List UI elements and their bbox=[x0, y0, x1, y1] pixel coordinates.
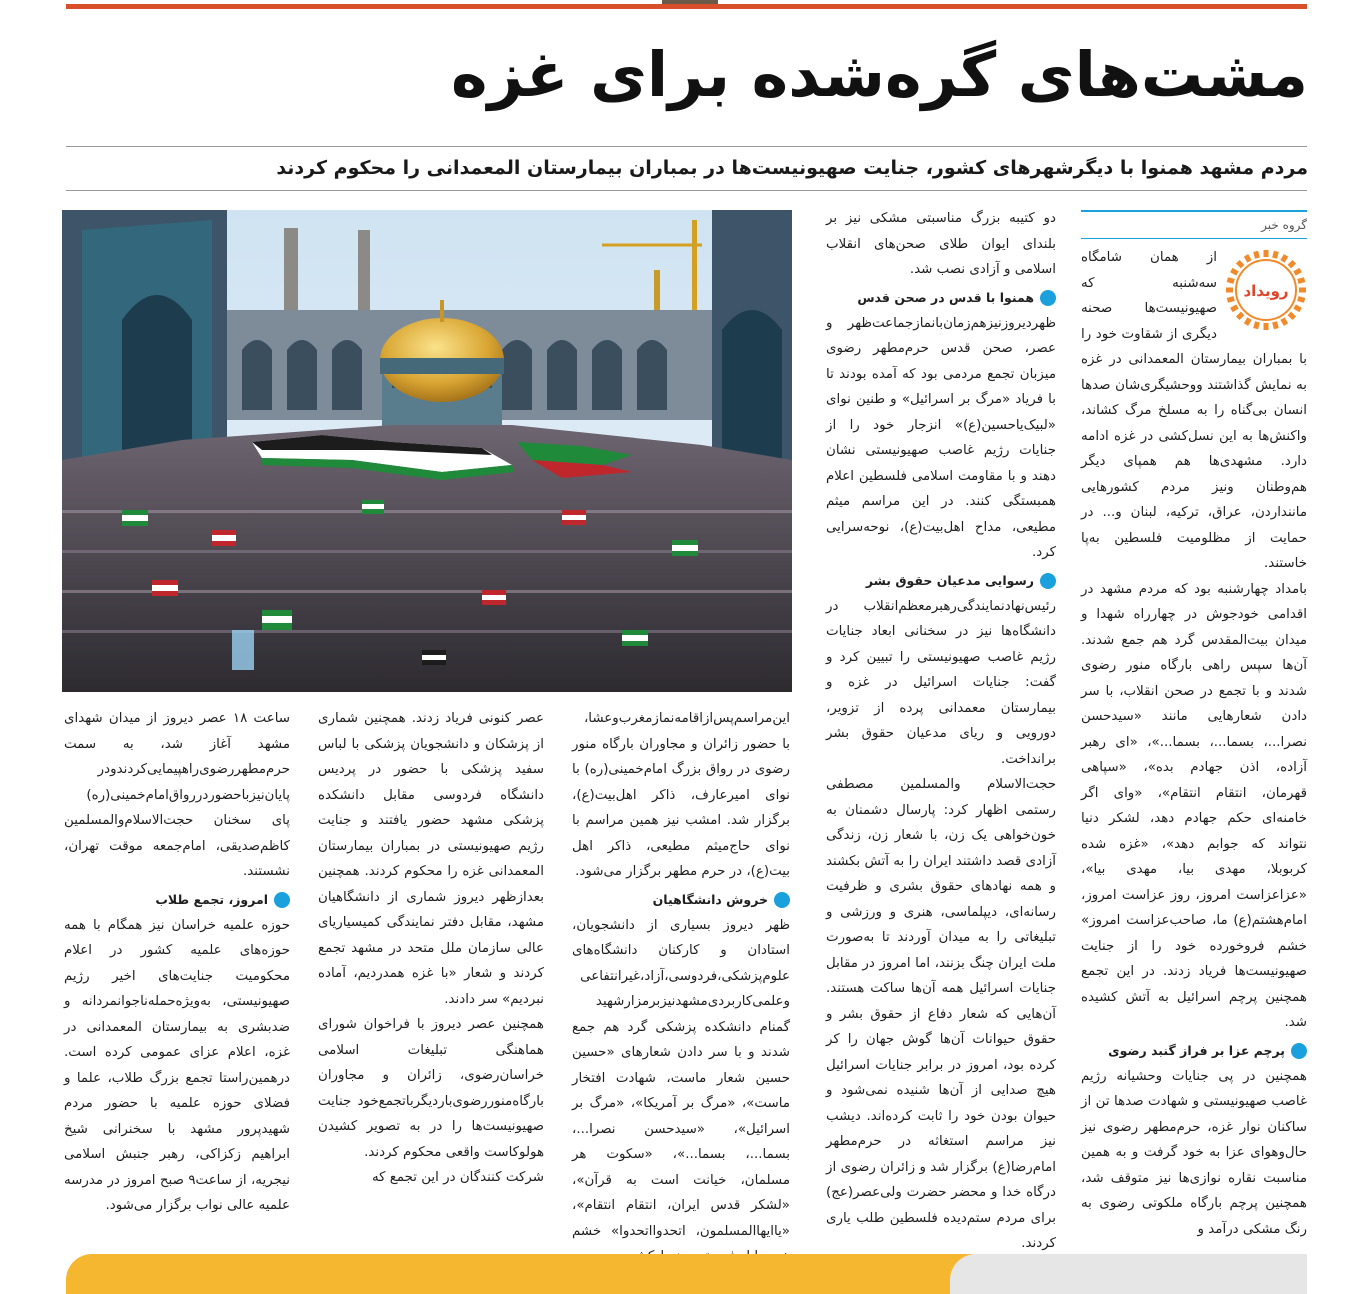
bullet-dot-icon bbox=[274, 892, 290, 908]
section-heading bbox=[64, 887, 290, 913]
badge-ray bbox=[1283, 319, 1287, 325]
badge-ray bbox=[1227, 280, 1234, 282]
byline: گروه خبر bbox=[1261, 218, 1307, 232]
paragraph: ساعت ۱۸ عصر دیروز از میدان شهدای مشهد آغاز شد، به سمت حرم‌مطهر‌رضوی‌راهپیمایی‌کردندودر پایان‌نیزباحضوردررواق‌امام‌خمینی(ره) پای سخنان حجت‌الاسلام‌والمسلمین کاظم‌صدیقی، امام‌جمعه موقت تهران، نشستند. bbox=[64, 711, 290, 879]
paragraph: حوزه علمیه خراسان نیز همگام با همه حوزه‌های علمیه کشور در اعلام محکومیت جنایت‌های اخیر رژیم صهیونیستی، به‌ویژه‌حمله‌ناجوانمردانه و ضدبشری به بیمارستان المعمدانی در غزه، اعلام عزای عمومی کرده است. درهمین‌راستا تجمع بزرگ طلاب، علما و فضلای حوزه علمیه با حضور مردم شهیدپرور مشهد با سخنرانی شیخ ابراهیم زکزاکی، رهبر جنبش اسلامی نیجریه، از ساعت۹ صبح امروز در مدرسه علمیه عالی نواب برگزار می‌شود. bbox=[64, 917, 290, 1213]
previous-photo-edge bbox=[662, 0, 718, 4]
section-heading-text: رسوایی مدعیان حقوق بشر bbox=[865, 572, 1034, 588]
badge-ray bbox=[1238, 313, 1243, 318]
paragraph: ظهردیروزنیزهم‌زمان‌بانمازجماعت‌ظهر و عصر، صحن قدس حرم‌مطهر رضوی میزبان تجمع مردمی بود که آمده بودند تا با فریاد «مرگ بر اسرائیل» و طنین نوای «لبیک‌یاحسین(ع)» انزجار خود را از جنایات رژیم غاصب صهیونیستی نشان دهند و با مقاومت اسلامی فلسطین اعلام همبستگی کنند. در این مراسم میثم مطیعی، مداح اهل‌بیت(ع)، نوحه‌سرایی کرد. bbox=[826, 315, 1056, 560]
section-heading bbox=[1081, 1038, 1307, 1064]
badge-ray bbox=[1238, 262, 1243, 267]
badge-ray bbox=[1231, 307, 1237, 311]
article-column-4 bbox=[318, 706, 544, 1231]
page-subheadline: مردم مشهد همنوا با دیگرشهرهای کشور، جنایت صهیونیست‌ها در بمباران بیمارستان المعمدانی را محکوم کردند bbox=[276, 157, 1308, 179]
article-column-2 bbox=[826, 206, 1056, 1251]
bullet-dot-icon bbox=[774, 892, 790, 908]
bullet-dot-icon bbox=[1291, 1043, 1307, 1059]
shrine-crowd-image bbox=[62, 210, 792, 692]
next-article-box-grey bbox=[950, 1254, 1307, 1294]
section-heading-text: همنوا با قدس در صحن قدس bbox=[857, 289, 1034, 305]
badge-ray bbox=[1283, 255, 1287, 261]
paragraph: از همان شامگاه سه‌شنبه که صهیونیست‌ها صحنه دیگری از شقاوت خود را با بمباران بیمارستان المعمدانی در غزه به نمایش گذاشتند ووحشیگری‌شان صدها انسان بی‌گناه را به مسلخ مرگ کشاند، واکنش‌ها به این نسل‌کشی در غزه ادامه دارد. مشهدی‌ها هم همپای دیگر هم‌وطنان ونیز مردم کشورهایی مانندارد‌ن، عراق، ترکیه، لبنان و... در حمایت از مظلومیت فلسطین به‌پا خاستند. bbox=[1081, 250, 1307, 571]
divider bbox=[66, 146, 1307, 147]
byline-block bbox=[1081, 210, 1307, 239]
section-heading-text: پرچم عزا بر فراز گنبد رضوی bbox=[1108, 1042, 1285, 1058]
section-heading-text: امروز، تجمع طلاب bbox=[155, 891, 268, 907]
event-badge bbox=[1225, 249, 1307, 331]
divider bbox=[66, 190, 1307, 191]
paragraph: رئیس‌نهادنمایندگی‌رهبرمعظم‌انقلاب در دانشگاه‌ها نیز در سخنانی ابعاد جنایات رژیم غاصب صهیونیستی را تبیین کرد و گفت: جنایات اسرائیل در غزه و بیمارستان معمدانی پرده از تزویر، دورویی و ریای مدعیان حقوق بشر برانداخت. bbox=[826, 598, 1056, 767]
badge-label: رویداد bbox=[1243, 282, 1289, 300]
page-headline: مشت‌های گره‌شده برای غزه bbox=[450, 38, 1308, 111]
bullet-dot-icon bbox=[1040, 573, 1056, 589]
paragraph: بامداد چهارشنبه بود که مردم مشهد در اقدامی خودجوش در چهارراه شهدا و میدان بیت‌المقدس گرد هم جمع شدند. آن‌ها سپس راهی بارگاه منور رضوی شدند و با تجمع در صحن انقلاب، با سر دادن شعارهایی مانند «سیدحسن نصرا...، بسما...، بسما...»، «ای رهبر آزاده، اذن جهادم بده»، «سپاهی قهرمان، انتقام انتقام»، «وای اگر خامنه‌ای حکم جهادم دهد، لشکر دنیا نتواند که جوابم دهد»، «غزه شده کربوبلا، مهدی بیا، مهدی بیا»، «عزاعزاست امروز، روز عزاست امروز، امام‌هشتم(ع) ما، صاحب‌عزاست امروز» خشم فروخورده خود را از جنایت صهیونیست‌ها فریاد زدند. در این تجمع همچنین پرچم اسرائیل به آتش کشیده شد. bbox=[1081, 581, 1307, 1030]
bullet-dot-icon bbox=[1040, 290, 1056, 306]
paragraph: شرکت کنندگان در این تجمع که bbox=[371, 1170, 544, 1185]
badge-ray bbox=[1256, 251, 1258, 258]
paragraph: دو کتیبه بزرگ مناسبتی مشکی نیز بر بلندای ایوان طلای صحن‌های انقلاب اسلامی و آزادی نصب شد. bbox=[826, 211, 1056, 277]
badge-ray bbox=[1275, 322, 1277, 329]
badge-ray bbox=[1295, 307, 1301, 311]
paragraph: ظهر دیروز بسیاری از دانشجویان، استادان و کارکنان دانشگاه‌های علوم‌پزشکی،فردوسی،آزاد،غیرانتفاعی وعلمی‌کاربردی‌مشهدنیزبرمزارشهید گمنام دانشکده پزشکی گرد هم جمع شدند و با سر دادن شعارهای «حسین حسین شعار ماست، شهادت افتخار ماست»، «مرگ بر آمریکا»، «مرگ بر اسرائیل»، «سیدحسن نصرا...، بسما...، بسما...»، «سکوت هر مسلمان، خیانت است به قرآن»، «لشکر قدس ایران، انتقام انتقام»، «یاایها‌المسلمون، اتحدوا‌اتحدوا» خشم bbox=[572, 917, 790, 1239]
badge-ray bbox=[1295, 270, 1301, 274]
paragraph: همچنین عصر دیروز با فراخوان شورای هماهنگی تبلیغات اسلامی خراسان‌رضوی، زائران و مجاوران بارگاه‌منور‌رضوی‌باردیگربا‌تجمع‌خود جنایت صهیونیست‌ها را در به تصویر کشیدن هولوکاست واقعی محکوم کردند. bbox=[318, 1017, 544, 1160]
section-heading bbox=[572, 887, 790, 913]
divider bbox=[1081, 238, 1307, 239]
section-heading bbox=[826, 568, 1056, 594]
crowd-photo bbox=[62, 210, 792, 692]
badge-ray bbox=[1289, 313, 1294, 318]
badge-ray bbox=[1231, 270, 1237, 274]
section-heading bbox=[826, 285, 1056, 311]
badge-ray bbox=[1246, 255, 1250, 261]
sunburst-badge-icon bbox=[1225, 249, 1307, 331]
paragraph: همچنین در پی جنایات وحشیانه رژیم غاصب صهیونیستی و شهادت صدها تن از ساکنان نوار غزه، حرم‌مطهر رضوی نیز حال‌وهوای عزا به خود گرفت و به همین مناسبت نقاره نوازی‌ها نیز متوقف شد، همچنین پرچم بارگاه ملکوتی رضوی به رنگ مشکی درآمد و bbox=[1081, 1068, 1307, 1237]
article-column-5 bbox=[64, 706, 290, 1231]
badge-ray bbox=[1246, 319, 1250, 325]
article-column-3 bbox=[572, 706, 790, 1239]
badge-ray bbox=[1298, 280, 1305, 282]
badge-ray bbox=[1227, 299, 1234, 301]
badge-ray bbox=[1298, 299, 1305, 301]
badge-ray bbox=[1256, 322, 1258, 329]
badge-ray bbox=[1275, 251, 1277, 258]
top-accent-rule bbox=[66, 4, 1307, 9]
paragraph: حجت‌الاسلام والمسلمین مصطفی رستمی اظهار کرد: پارسال دشمنان به خون‌خواهی یک زن، با شعار زن، زندگی آزادی قصد داشتند ایران را به آتش بکشند و همه نهادهای حقوق بشری و ظرفیت رسانه‌ای، دیپلماسی، هنری و ورزشی و تبلیغاتی را به میدان آوردند تا به‌صورت ملت ایران چنگ بزنند، اما امروز در مقابل جنایات اسرائیل همه آن‌ها ساکت هستند. آن‌هایی که شعار دفاع از حقوق بشر و حقوق حیوانات آن‌ها گوش جهان را کر کرده بود، امروز در برابر جنایات اسرائیل هیچ صدایی از آن‌ها شنیده نمی‌شود و حیوان بودن خود را ثابت کرده‌اند. دیشب نیز مراسم استغاثه در حرم‌مطهر امام‌رضا(ع) برگزار شد و زائران رضوی از درگاه خدا و محضر حضرت ولی‌عصر(عج) برای مردم ستم‌دیده فلسطین طلب یاری کردند. bbox=[826, 777, 1056, 1251]
section-heading-text: خروش دانشگاهیان bbox=[652, 891, 768, 907]
badge-ray bbox=[1289, 262, 1294, 267]
paragraph: عصر کنونی فریاد زدند. همچنین شماری از پزشکان و دانشجویان پزشکی با لباس سفید پزشکی با حضور در پردیس دانشگاه فردوسی مقابل دانشکده پزشکی مشهد حضور یافتند و جنایت رژیم صهیونیستی در بمباران بیمارستان المعمدانی غزه را محکوم کردند. همچنین بعدازظهر دیروز شماری از دانشگاهیان مشهد، مقابل دفتر نمایندگی کمیسیاریای عالی سازمان ملل متحد در مشهد تجمع کردند و شعار «با غزه همدردیم، آماده نبردیم» سر دادند. bbox=[318, 711, 544, 1007]
paragraph: این‌مراسم‌پس‌ازاقامه‌نمازمغرب‌وعشا، با حضور زائران و مجاوران بارگاه منور رضوی در رواق بزرگ امام‌خمینی(ره) با نوای امیرعارف، ذاکر اهل‌بیت(ع)، برگزار شد. امشب نیز همین مراسم با نوای حاج‌میثم مطیعی، ذاکر اهل بیت(ع)، در حرم مطهر برگزار می‌شود. bbox=[572, 711, 790, 879]
article-column-1 bbox=[1081, 210, 1307, 1235]
